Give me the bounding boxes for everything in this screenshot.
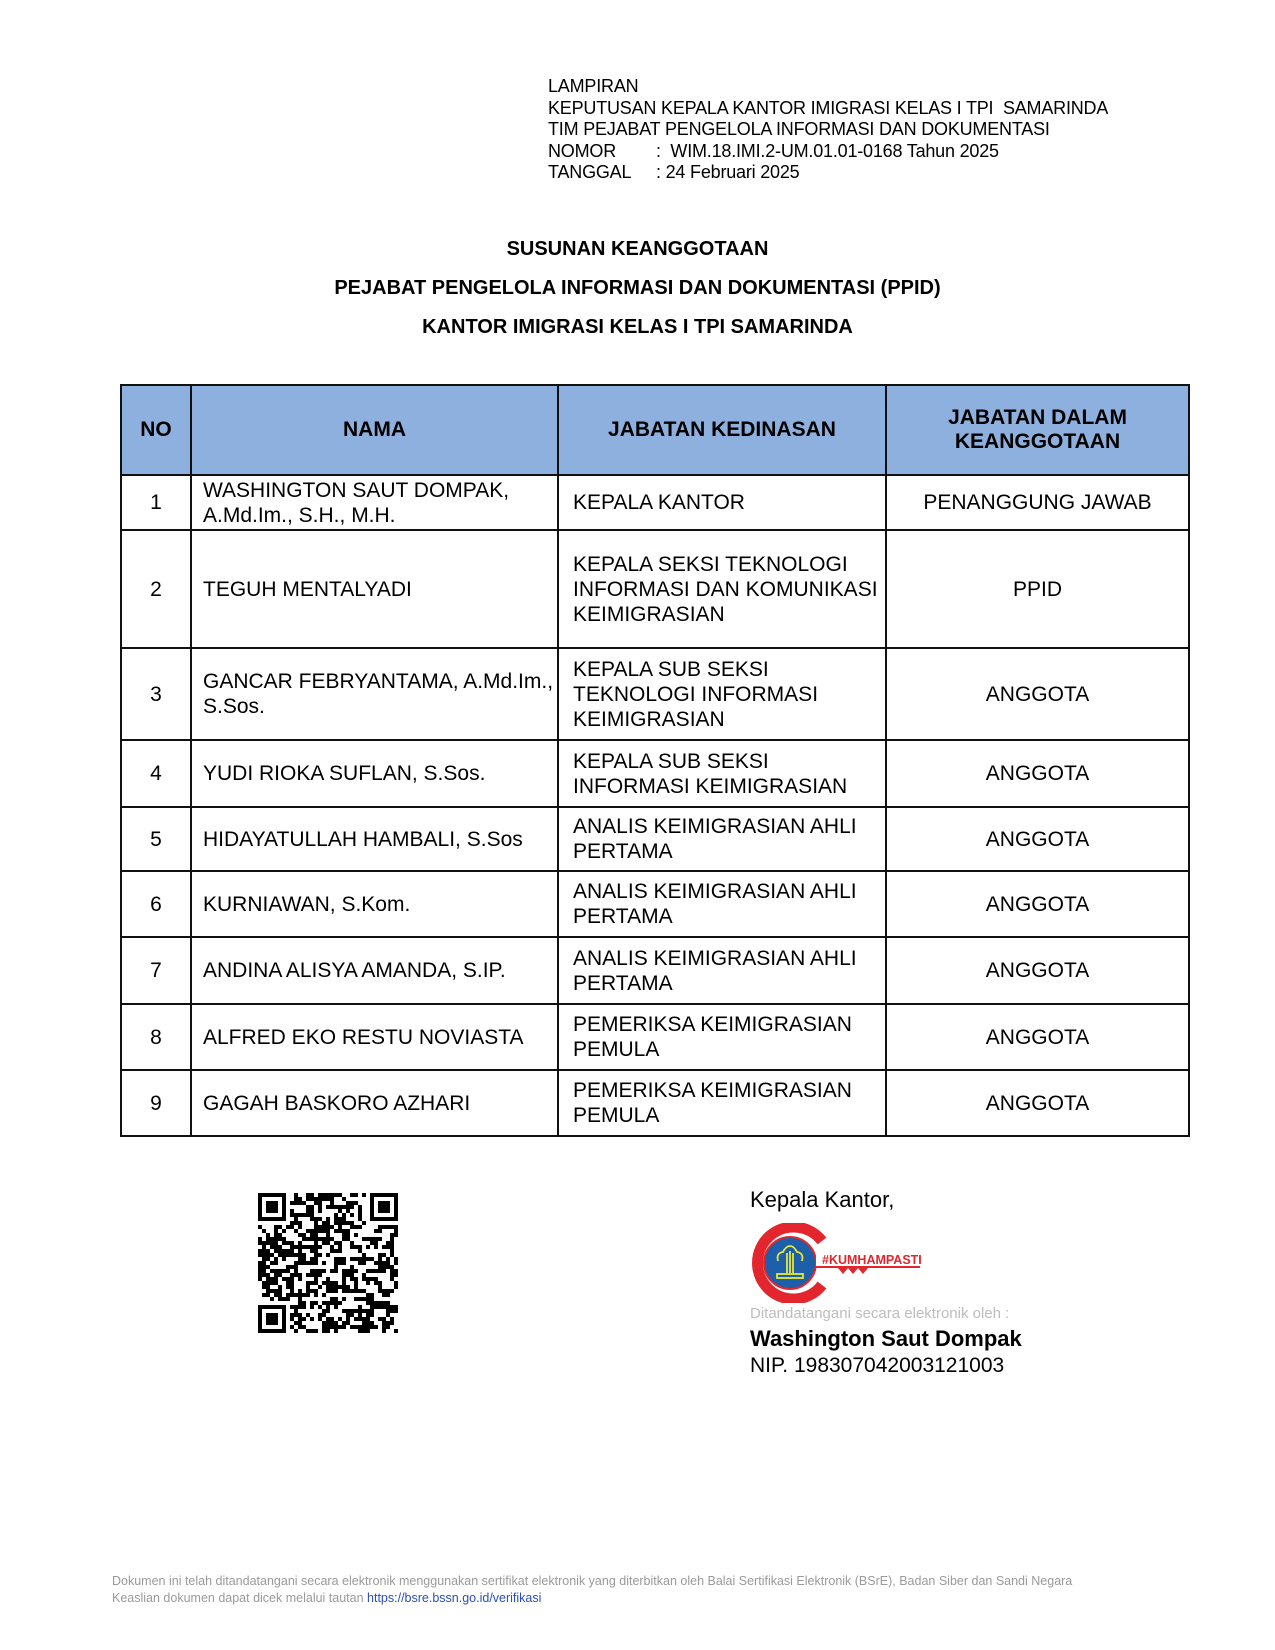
cell-keanggotaan: PENANGGUNG JAWAB xyxy=(886,475,1189,530)
cell-nama: TEGUH MENTALYADI xyxy=(191,530,558,648)
cell-no: 6 xyxy=(121,871,191,937)
signed-note: Ditandatangani secara elektronik oleh : xyxy=(750,1305,1010,1322)
cell-no: 4 xyxy=(121,740,191,807)
cell-keanggotaan: ANGGOTA xyxy=(886,937,1189,1004)
kumhampasti-logo-icon xyxy=(750,1223,940,1303)
cell-keanggotaan: ANGGOTA xyxy=(886,1070,1189,1136)
cell-nama: KURNIAWAN, S.Kom. xyxy=(191,871,558,937)
signer-role: Kepala Kantor, xyxy=(750,1187,895,1212)
cell-nama: GANCAR FEBRYANTAMA, A.Md.Im., S.Sos. xyxy=(191,648,558,740)
cell-keanggotaan: ANGGOTA xyxy=(886,648,1189,740)
footer-prefix: Keaslian dokumen dapat dicek melalui tautan xyxy=(112,1591,368,1605)
cell-no: 5 xyxy=(121,807,191,871)
cell-nama: ANDINA ALISYA AMANDA, S.IP. xyxy=(191,937,558,1004)
nomor-value: : WIM.18.IMI.2-UM.01.01-0168 Tahun 2025 xyxy=(656,140,999,161)
cell-keanggotaan: ANGGOTA xyxy=(886,871,1189,937)
verification-link[interactable]: https://bsre.bssn.go.id/verifikasi xyxy=(367,1591,542,1605)
tanggal-label: TANGGAL xyxy=(548,162,632,182)
table-row xyxy=(121,937,1189,1004)
title-line-1: SUSUNAN KEANGGOTAAN xyxy=(506,238,769,260)
cell-no: 9 xyxy=(121,1070,191,1136)
lampiran-line: LAMPIRAN xyxy=(548,76,639,96)
svg-text:#KUMHAMPASTI: #KUMHAMPASTI xyxy=(822,1253,922,1267)
header-jabatan-kedinasan: JABATAN KEDINASAN xyxy=(558,385,886,475)
footer-note xyxy=(112,1573,1072,1607)
cell-jabatan: ANALIS KEIMIGRASIAN AHLI PERTAMA xyxy=(558,871,886,937)
table-row xyxy=(121,648,1189,740)
table-row xyxy=(121,807,1189,871)
cell-jabatan: KEPALA SUB SEKSI INFORMASI KEIMIGRASIAN xyxy=(558,740,886,807)
cell-keanggotaan: ANGGOTA xyxy=(886,740,1189,807)
nomor-label: NOMOR xyxy=(548,140,616,161)
table-row xyxy=(121,475,1189,530)
members-table xyxy=(120,384,1190,1137)
cell-no: 2 xyxy=(121,530,191,648)
cell-nama: ALFRED EKO RESTU NOVIASTA xyxy=(191,1004,558,1070)
cell-jabatan: KEPALA SEKSI TEKNOLOGI INFORMASI DAN KOMUNIKASI KEIMIGRASIAN xyxy=(558,530,886,648)
tanggal-value: : 24 Februari 2025 xyxy=(656,162,800,182)
qr-code-icon xyxy=(258,1193,398,1333)
keputusan-line: KEPUTUSAN KEPALA KANTOR IMIGRASI KELAS I TPI SAMARINDA xyxy=(548,97,1109,118)
table-header-row xyxy=(121,385,1189,475)
cell-keanggotaan: PPID xyxy=(886,530,1189,648)
header-jabatan-keanggotaan: JABATAN DALAM KEANGGOTAAN xyxy=(886,385,1189,475)
cell-jabatan: KEPALA KANTOR xyxy=(558,475,886,530)
document-title xyxy=(0,236,1275,353)
cell-nama: HIDAYATULLAH HAMBALI, S.Sos xyxy=(191,807,558,871)
tim-line: TIM PEJABAT PENGELOLA INFORMASI DAN DOKUMENTASI xyxy=(548,119,1050,139)
cell-jabatan: PEMERIKSA KEIMIGRASIAN PEMULA xyxy=(558,1004,886,1070)
cell-no: 1 xyxy=(121,475,191,530)
signature-block xyxy=(750,1187,1022,1378)
cell-jabatan: KEPALA SUB SEKSI TEKNOLOGI INFORMASI KEIMIGRASIAN xyxy=(558,648,886,740)
lampiran-header xyxy=(548,76,1108,184)
signer-name: Washington Saut Dompak xyxy=(750,1326,1022,1351)
table-row xyxy=(121,871,1189,937)
title-line-2: PEJABAT PENGELOLA INFORMASI DAN DOKUMENTASI (PPID) xyxy=(334,277,941,299)
cell-nama: WASHINGTON SAUT DOMPAK, A.Md.Im., S.H., M.H. xyxy=(191,475,558,530)
cell-jabatan: ANALIS KEIMIGRASIAN AHLI PERTAMA xyxy=(558,807,886,871)
header-no: NO xyxy=(121,385,191,475)
footer-line-2 xyxy=(112,1590,1072,1607)
cell-keanggotaan: ANGGOTA xyxy=(886,807,1189,871)
title-line-3: KANTOR IMIGRASI KELAS I TPI SAMARINDA xyxy=(422,316,853,338)
footer-line-1: Dokumen ini telah ditandatangani secara elektronik menggunakan sertifikat elektronik yang diterbitkan oleh Balai Sertifikasi Elektronik (BSrE), Badan Siber dan Sandi Negara xyxy=(112,1574,1073,1588)
signer-nip: NIP. 198307042003121003 xyxy=(750,1354,1005,1377)
cell-jabatan: ANALIS KEIMIGRASIAN AHLI PERTAMA xyxy=(558,937,886,1004)
cell-jabatan: PEMERIKSA KEIMIGRASIAN PEMULA xyxy=(558,1070,886,1136)
cell-no: 7 xyxy=(121,937,191,1004)
header-nama: NAMA xyxy=(191,385,558,475)
table-row xyxy=(121,740,1189,807)
cell-nama: GAGAH BASKORO AZHARI xyxy=(191,1070,558,1136)
cell-no: 3 xyxy=(121,648,191,740)
table-row xyxy=(121,1004,1189,1070)
table-row xyxy=(121,530,1189,648)
tanggal-line xyxy=(548,162,1108,184)
cell-keanggotaan: ANGGOTA xyxy=(886,1004,1189,1070)
cell-nama: YUDI RIOKA SUFLAN, S.Sos. xyxy=(191,740,558,807)
table-row xyxy=(121,1070,1189,1136)
nomor-line xyxy=(548,141,1108,163)
cell-no: 8 xyxy=(121,1004,191,1070)
